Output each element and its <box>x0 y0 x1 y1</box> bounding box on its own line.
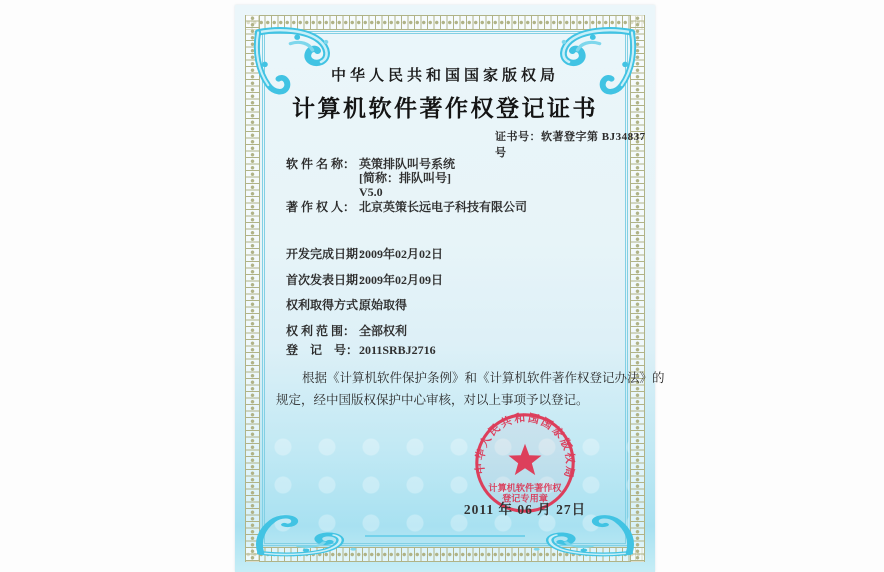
issue-date: 2011 年 06 月 27日 <box>463 502 587 517</box>
flourish-ornament <box>253 26 355 98</box>
field-copyright-owner <box>286 200 355 214</box>
rights-scope-value: 全部权利 <box>359 324 408 338</box>
acquisition-method-value: 原始取得 <box>359 298 408 312</box>
field-registration-number <box>286 343 358 357</box>
certificate-number <box>495 128 655 160</box>
corner-flourish-bottom-right <box>517 513 635 557</box>
software-short-name: [简称：排队叫号] <box>359 171 451 185</box>
software-version: V5.0 <box>359 185 383 199</box>
corner-flourish-bottom-left <box>255 513 373 557</box>
field-label: 软 件 名 称： <box>286 157 356 171</box>
corner-flourish-top-right <box>535 26 637 98</box>
field-rights-scope <box>286 324 355 338</box>
field-label: 开发完成日期： <box>286 247 371 261</box>
field-first-publish-date <box>286 273 370 287</box>
corner-flourish-top-left <box>253 26 355 98</box>
registration-number-value: 2011SRBJ2716 <box>359 343 436 357</box>
certificate-page <box>235 5 665 572</box>
certificate-number-value: 软著登字第 BJ34837号 <box>495 131 646 159</box>
field-label: 权利取得方式： <box>286 298 371 312</box>
issuing-authority: 中华人民共和国国家版权局 <box>330 68 559 84</box>
field-label: 首次发表日期： <box>286 273 371 287</box>
seal-inner-text-2: 登记专用章 <box>502 493 548 504</box>
flourish-ornament <box>255 513 373 557</box>
field-label: 著 作 权 人： <box>286 200 356 214</box>
field-dev-complete-date <box>286 247 370 261</box>
field-acquisition-method <box>286 298 370 312</box>
field-software-name-value <box>359 157 455 199</box>
certificate-number-label: 证书号： <box>495 131 541 143</box>
first-publish-date-value: 2009年02月09日 <box>359 273 444 287</box>
field-label: 登 记 号： <box>286 343 359 357</box>
statement-line-2: 规定，经中国版权保护中心审核，对以上事项予以登记。 <box>276 393 589 407</box>
flourish-ornament <box>535 26 637 98</box>
certificate-title: 计算机软件著作权登记证书 <box>292 96 598 121</box>
field-label: 权 利 范 围： <box>286 324 356 338</box>
seal-ring-text: 中华人民共和国国家版权局 <box>474 412 576 481</box>
flourish-ornament <box>517 513 635 557</box>
dev-complete-date-value: 2009年02月02日 <box>359 247 444 261</box>
field-software-name <box>286 157 355 171</box>
statement-line-1: 根据《计算机软件保护条例》和《计算机软件著作权登记办法》的 <box>302 371 665 385</box>
bottom-divider-line <box>365 535 525 537</box>
seal-inner-text-1: 计算机软件著作权 <box>488 482 562 493</box>
copyright-owner-value: 北京英策长远电子科技有限公司 <box>359 200 528 214</box>
software-name: 英策排队叫号系统 <box>359 157 456 171</box>
